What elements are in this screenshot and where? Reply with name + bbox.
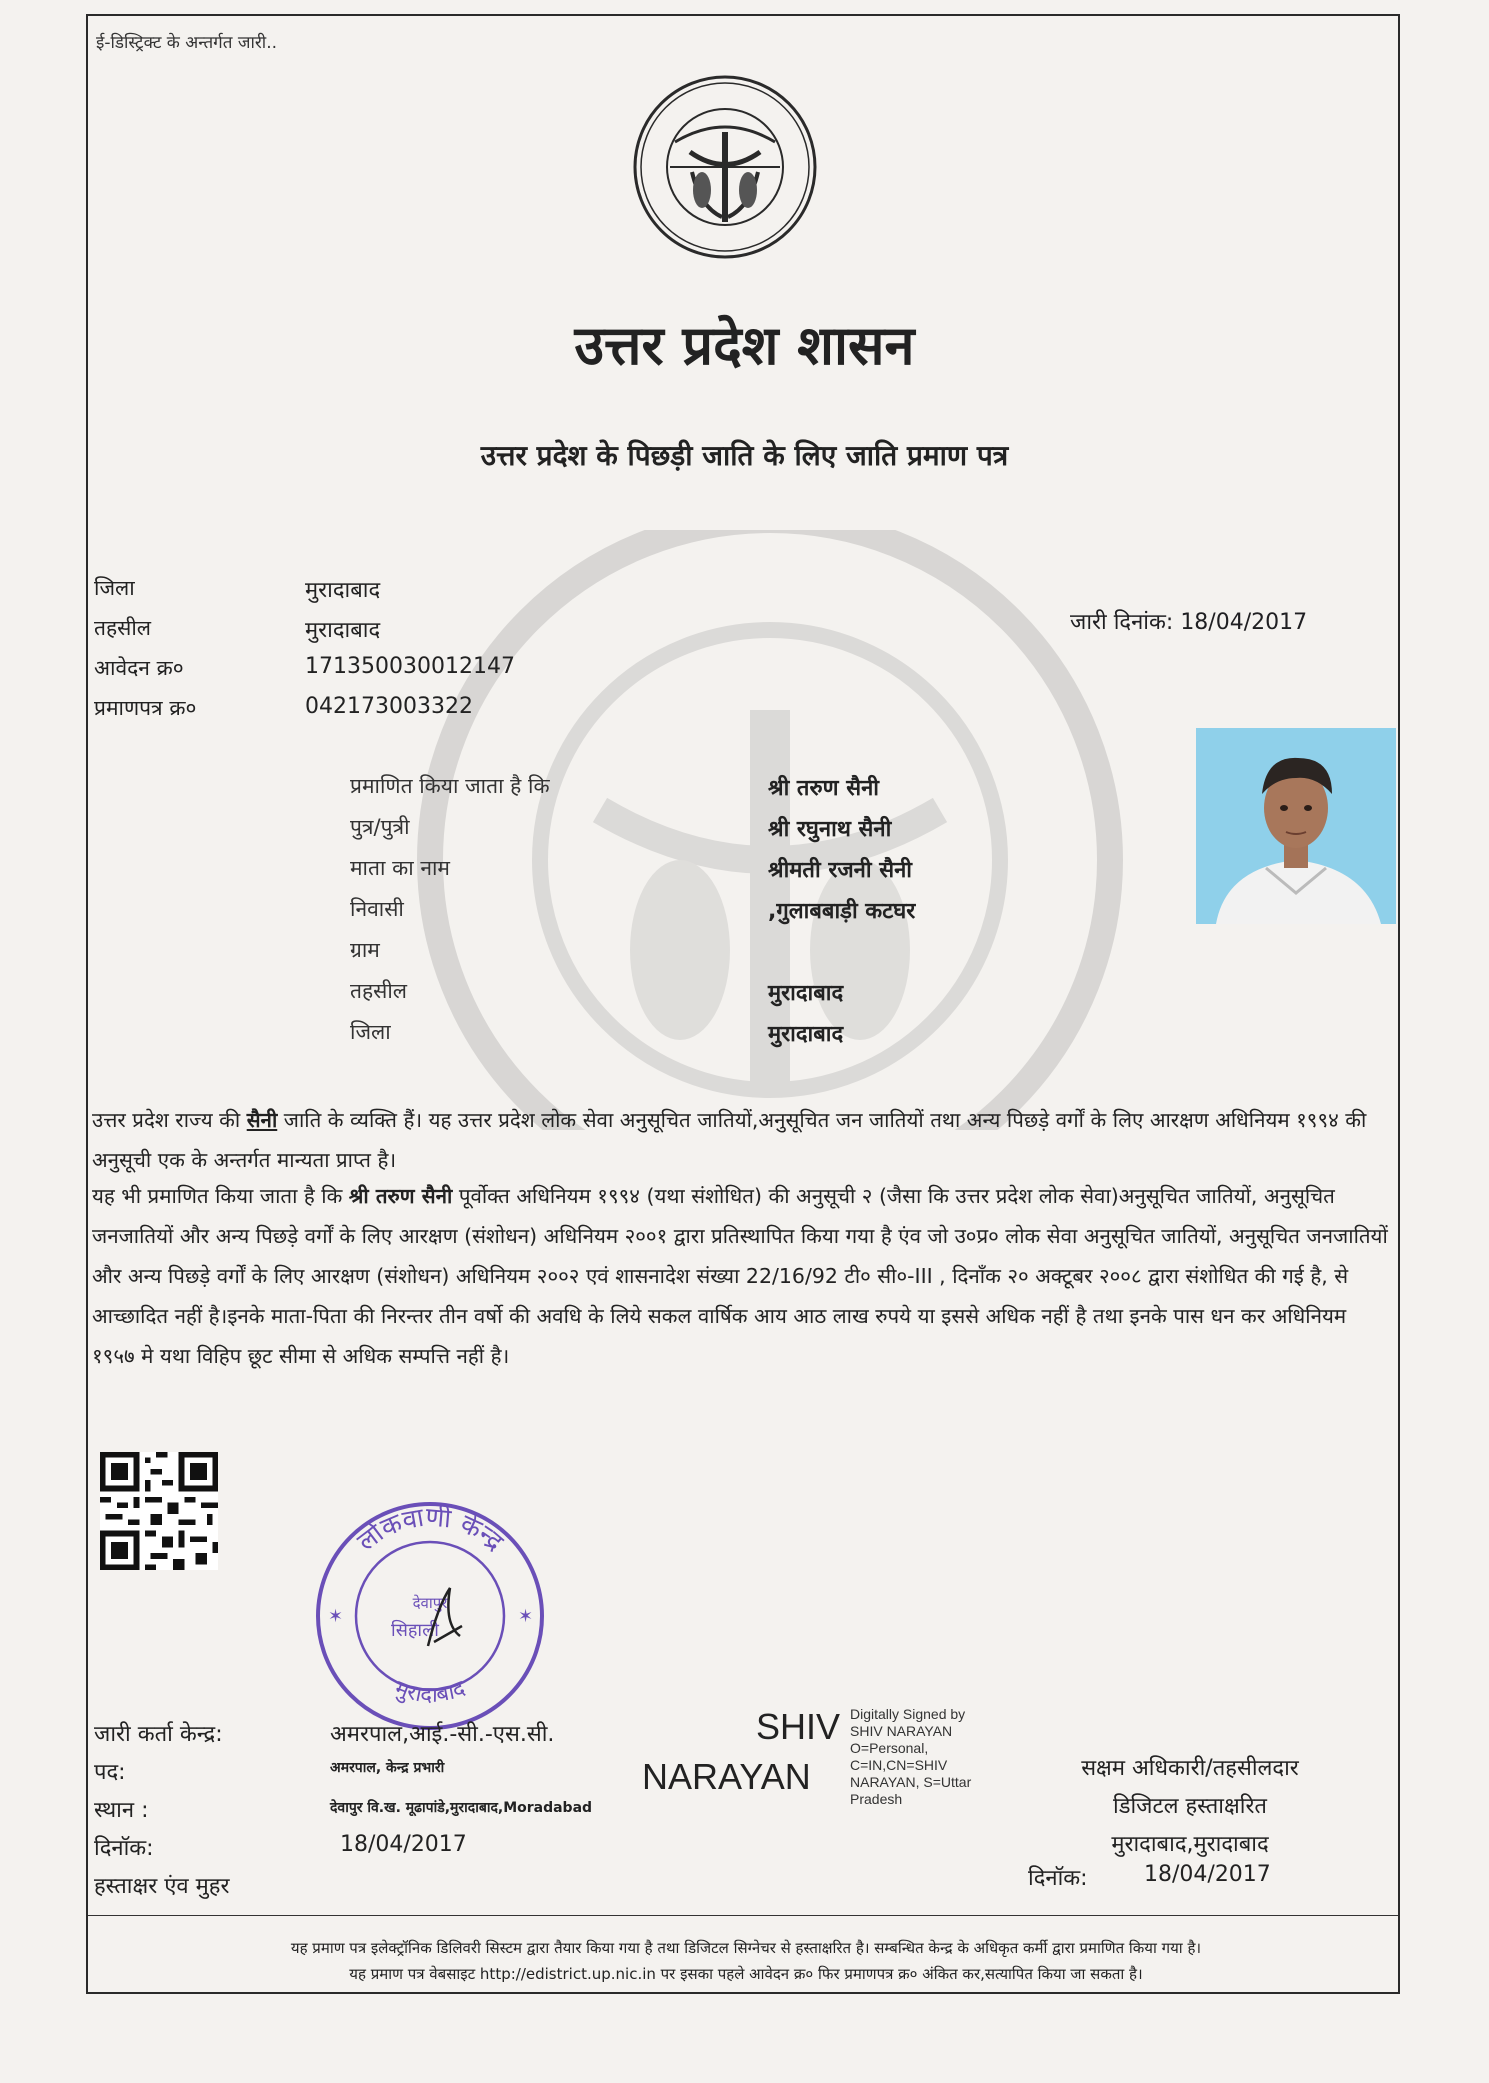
place-value: देवापुर वि.ख. मूढापांडे,मुरादाबाद,Moradabad	[330, 1800, 593, 1816]
place-label: स्थान :	[94, 1798, 149, 1823]
stamp-star-right-icon: ✶	[518, 1606, 534, 1627]
stamp-bottom-text: मुरादाबाद	[391, 1676, 469, 1708]
issue-date	[1070, 606, 1307, 636]
stamp-star-left-icon: ✶	[328, 1606, 344, 1627]
application-number-label: आवेदन क्र०	[94, 656, 184, 680]
applicant-name: श्री तरुण सैनी	[768, 776, 879, 801]
authority-date-value: 18/04/2017	[1144, 1862, 1271, 1887]
caste-paragraph	[92, 1100, 1392, 1180]
certificate-number-label: प्रमाणपत्र क्र०	[94, 696, 197, 720]
issue-date-value: 18/04/2017	[1180, 610, 1308, 635]
village-label: ग्राम	[350, 938, 380, 962]
mother-name: श्रीमती रजनी सैनी	[768, 858, 912, 883]
footer-divider	[88, 1915, 1398, 1916]
up-government-emblem-icon	[630, 72, 820, 262]
applicant-photo	[1196, 728, 1396, 924]
designation-value: अमरपाल, केन्द्र प्रभारी	[330, 1760, 445, 1776]
para1-text-end: जाति के व्यक्ति हैं। यह उत्तर प्रदेश लोक सेवा अनुसूचित जातियों,अनुसूचित जन जातियों तथा अन्य पिछड़े वर्गों के लिए आरक्षण अधिनियम १९९४ की अनुसूची एक के अन्तर्गत मान्यता प्राप्त है।	[92, 1108, 1367, 1172]
sig-detail-line: SHIV NARAYAN	[850, 1723, 953, 1739]
resident-value: ,गुलाबबाड़ी कटघर	[768, 899, 916, 924]
exemption-paragraph	[92, 1176, 1392, 1376]
government-title: उत्तर प्रदेश शासन	[574, 314, 915, 377]
para1-text-start: उत्तर प्रदेश राज्य की	[92, 1108, 247, 1132]
issuing-center-value: अमरपाल,आई.-सी.-एस.सी.	[330, 1722, 555, 1747]
signer-name-line2: NARAYAN	[642, 1756, 811, 1797]
para2-text-end: पूर्वोक्त अधिनियम १९९४ (यथा संशोधित) की अनुसूची २ (जैसा कि उत्तर प्रदेश लोक सेवा)अनुसूचित जातियों, अनुसूचित जनजातियों और अन्य पिछड़े वर्गों के लिए आरक्षण (संशोधन) अधिनियम २००१ द्वारा प्रतिस्थापित किया गया है एंव जो उ०प्र० लोक सेवा अनुसूचित जातियों, अनुसूचित जनजातियों और अन्य पिछड़े वर्गों के लिए आरक्षण (संशोधन) अधिनियम २००२ एवं शासनादेश संख्या 22/16/92 टी० सी०-III , दिनाँक २० अक्टूबर २००८ द्वारा संशोधित की गई है, से आच्छादित नहीं है।इनके माता-पिता की निरन्तर तीन वर्षो की अवधि के लिये सकल वार्षिक आय आठ लाख रुपये या इससे अधिक नहीं है तथा इनके पास धन कर अधिनियम १९५७ मे यथा विहिप छूट सीमा से अधिक सम्पत्ति नहीं है।	[92, 1184, 1388, 1368]
person-district-label: जिला	[350, 1020, 391, 1044]
issuer-date-value: 18/04/2017	[340, 1832, 467, 1857]
person-tehsil-label: तहसील	[350, 979, 407, 1003]
person-district-value: मुरादाबाद	[768, 1022, 844, 1047]
authority-location: मुरादाबाद,मुरादाबाद	[1111, 1832, 1269, 1857]
signature-seal-label: हस्ताक्षर एंव मुहर	[94, 1874, 230, 1899]
authority-designation: सक्षम अधिकारी/तहसीलदार	[1081, 1756, 1299, 1781]
header-note: ई-डिस्ट्रिक्ट के अन्तर्गत जारी..	[96, 33, 278, 53]
tehsil-value: मुरादाबाद	[305, 618, 381, 643]
sig-detail-line: Digitally Signed by	[850, 1706, 966, 1722]
district-label: जिला	[94, 576, 135, 600]
certified-that-label: प्रमाणित किया जाता है कि	[350, 774, 550, 798]
qr-code[interactable]	[100, 1452, 218, 1570]
issuer-date-label: दिनॉक:	[94, 1836, 154, 1861]
tehsil-label: तहसील	[94, 616, 151, 640]
application-number-value: 171350030012147	[305, 654, 515, 679]
footer-line-2: यह प्रमाण पत्र वेबसाइट http://edistrict.up.nic.in पर इसका पहले आवेदन क्र० फिर प्रमाणपत्र क्र० अंकित कर,सत्यापित किया जा सकता है।	[349, 1965, 1143, 1983]
para2-applicant-name: श्री तरुण सैनी	[348, 1184, 453, 1208]
issue-date-label: जारी दिनांक:	[1070, 610, 1174, 635]
certificate-number-value: 042173003322	[305, 694, 473, 719]
digital-signature-details	[850, 1706, 971, 1808]
authority-date-label: दिनॉक:	[1028, 1866, 1088, 1891]
certificate-title: उत्तर प्रदेश के पिछड़ी जाति के लिए जाति प्रमाण पत्र	[480, 439, 1009, 472]
para2-text-start: यह भी प्रमाणित किया जाता है कि	[92, 1184, 349, 1208]
sig-detail-line: NARAYAN, S=Uttar	[850, 1774, 972, 1790]
person-tehsil-value: मुरादाबाद	[768, 981, 844, 1006]
sig-detail-line: Pradesh	[850, 1791, 903, 1807]
stamp-ring-text: लोकवाणी केन्द्र	[351, 1502, 509, 1558]
father-name: श्री रघुनाथ सैनी	[768, 817, 892, 842]
signer-name-line1: SHIV	[756, 1706, 841, 1747]
stamp-middle-text-2: सिहाली	[391, 1620, 439, 1641]
son-daughter-label: पुत्र/पुत्री	[350, 815, 410, 839]
resident-label: निवासी	[350, 897, 404, 921]
sig-detail-line: C=IN,CN=SHIV	[850, 1757, 948, 1773]
footer-line-1: यह प्रमाण पत्र इलेक्ट्रॉनिक डिलिवरी सिस्टम द्वारा तैयार किया गया है तथा डिजिटल सिग्नेचर से हस्ताक्षरित है। सम्बन्धित केन्द्र के अधिकृत कर्मी द्वारा प्रमाणित किया गया है।	[290, 1939, 1202, 1957]
mother-name-label: माता का नाम	[350, 856, 450, 880]
digitally-signed-label: डिजिटल हस्ताक्षरित	[1113, 1794, 1267, 1819]
caste-name: सैनी	[246, 1108, 278, 1132]
sig-detail-line: O=Personal,	[850, 1740, 929, 1756]
district-value: मुरादाबाद	[305, 578, 381, 603]
official-stamp	[310, 1496, 550, 1736]
issuing-center-label: जारी कर्ता केन्द्र:	[94, 1722, 223, 1747]
stamp-middle-text-1: देवापुर	[412, 1594, 448, 1612]
designation-label: पद:	[94, 1760, 126, 1785]
